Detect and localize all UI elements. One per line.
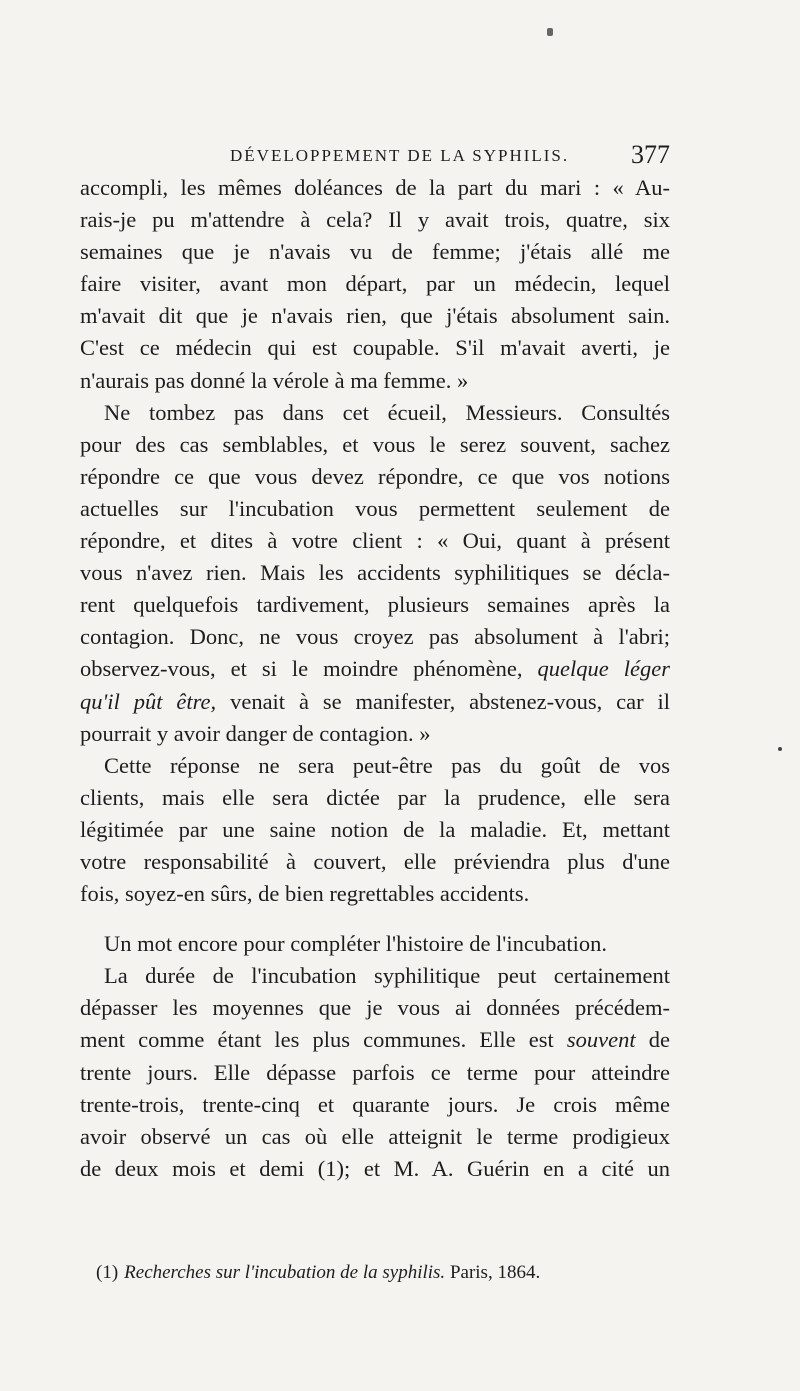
text-line: trente jours. Elle dépasse parfois ce terme pour atteindre [80,1059,670,1085]
text-line: accompli, les mêmes doléances de la part du mari : « Au- [80,175,670,200]
text-line: votre responsabilité à couvert, elle préviendra plus d'une [80,848,670,874]
text-run: venait à se manifester, abstenez-vous, car il [216,688,670,714]
ink-speck [547,28,553,36]
running-title: DÉVELOPPEMENT DE LA SYPHILIS. [230,146,570,165]
text-run: observez-vous, et si le moindre phénomène, [80,656,538,682]
paragraph-2 [80,397,670,750]
text-line: avoir observé un cas où elle atteignit le terme prodigieux [80,1123,670,1149]
paragraph-1 [80,172,670,397]
text-line: faire visiter, avant mon départ, par un médecin, lequel [80,271,670,297]
text-line: rent quelquefois tardivement, plusieurs semaines après la [80,592,670,618]
text-line: n'aurais pas donné la vérole à ma femme. » [80,367,469,393]
page-number: 377 [631,140,670,169]
text-run: ment comme étant les plus communes. Elle est [80,1027,567,1053]
text-line: de deux mois et demi (1); et M. A. Guérin en a cité un [80,1155,670,1181]
text-line: Ne tombez pas dans cet écueil, Messieurs. Consultés [104,399,670,425]
text-line: répondre, et dites à votre client : « Oui, quant à présent [80,528,670,554]
body-text [80,172,670,1185]
paragraph-4 [80,928,670,960]
text-line: m'avait dit que je n'avais rien, que j'étais absolument sain. [80,303,670,329]
paragraph-5 [80,960,670,1185]
text-line [80,686,670,718]
footnote-rest: Paris, 1864. [445,1262,541,1283]
italic-run: qu'il pût être, [80,688,217,714]
text-line: C'est ce médecin qui est coupable. S'il m'avait averti, je [80,335,670,361]
text-line: pourrait y avoir danger de contagion. » [80,720,431,746]
text-line: légitimée par une saine notion de la maladie. Et, mettant [80,816,670,842]
italic-run: souvent [566,1027,636,1053]
paragraph-3 [80,750,670,910]
italic-run: quelque léger [537,656,670,682]
text-run: de [635,1027,670,1053]
text-line: trente-trois, trente-cinq et quarante jours. Je crois même [80,1091,670,1117]
footnote-ref: (1) [96,1262,119,1283]
text-line: répondre ce que vous devez répondre, ce que vos notions [80,463,670,489]
text-line: contagion. Donc, ne vous croyez pas absolument à l'abri; [80,624,670,650]
text-line: Un mot encore pour compléter l'histoire de l'incubation. [104,931,607,957]
text-line: rais-je pu m'attendre à cela? Il y avait trois, quatre, six [80,207,670,233]
page-header [80,140,670,174]
text-line: fois, soyez-en sûrs, de bien regrettables accidents. [80,881,530,907]
footnote-title: Recherches sur l'incubation de la syphilis. [124,1262,446,1283]
text-line: clients, mais elle sera dictée par la prudence, elle sera [80,784,670,810]
text-line [80,1024,670,1056]
text-line: actuelles sur l'incubation vous permettent seulement de [80,495,670,521]
margin-speck [778,747,782,751]
text-line: vous n'avez rien. Mais les accidents syphilitiques se décla- [80,560,670,586]
text-line [80,653,670,685]
footnote [96,1262,656,1284]
text-line: semaines que je n'avais vu de femme; j'étais allé me [80,239,670,265]
text-line: pour des cas semblables, et vous le serez souvent, sachez [80,431,670,457]
text-line: Cette réponse ne sera peut-être pas du goût de vos [104,752,670,778]
text-line: La durée de l'incubation syphilitique peut certainement [104,963,670,989]
text-line: dépasser les moyennes que je vous ai données précédem- [80,995,670,1021]
